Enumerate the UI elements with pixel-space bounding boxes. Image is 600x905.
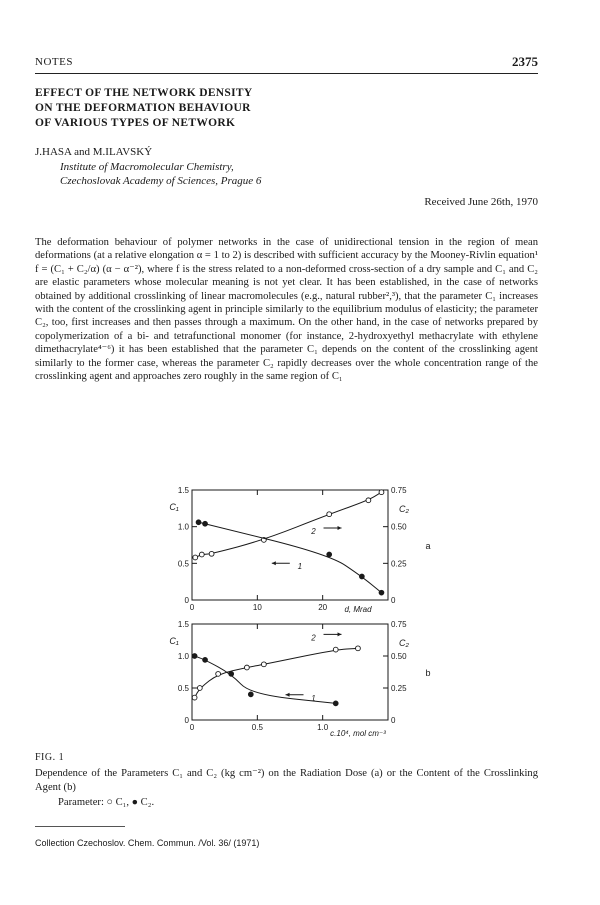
y-tick-label-right: 0.25 bbox=[391, 559, 407, 569]
data-point-open bbox=[261, 662, 266, 667]
plot-frame bbox=[192, 624, 388, 720]
title-line: ON THE DEFORMATION BEHAVIOUR bbox=[35, 102, 251, 114]
figure-caption: Dependence of the Parameters C₁ and C₂ (kg cm⁻²) on the Radiation Dose (a) or the Content of the Crosslinking Agent (b) bbox=[35, 768, 538, 793]
series-curve bbox=[199, 522, 382, 592]
affiliation-line: Institute of Macromolecular Chemistry, bbox=[60, 161, 234, 173]
data-point-open bbox=[379, 490, 384, 495]
figure-legend: Parameter: ○ C₁, ● C₂. bbox=[58, 797, 155, 808]
data-point-filled bbox=[192, 654, 197, 659]
y-axis-label-right: C₂ bbox=[399, 504, 409, 514]
data-point-open bbox=[333, 647, 338, 652]
panel-b bbox=[169, 620, 430, 738]
y-tick-label-left: 0 bbox=[184, 596, 189, 605]
data-point-filled bbox=[333, 701, 338, 706]
data-point-filled bbox=[248, 692, 253, 697]
panel-a bbox=[169, 486, 430, 614]
data-point-open bbox=[193, 555, 198, 560]
x-tick-label: 1.0 bbox=[317, 723, 329, 732]
x-tick-label: 10 bbox=[252, 603, 262, 612]
title-line: OF VARIOUS TYPES OF NETWORK bbox=[35, 117, 236, 129]
x-axis-label: c.10⁴, mol cm⁻³ bbox=[330, 729, 386, 738]
title-line: EFFECT OF THE NETWORK DENSITY bbox=[35, 87, 253, 99]
data-point-open bbox=[327, 512, 332, 517]
y-axis-label-right: C₂ bbox=[399, 638, 409, 648]
y-axis-label-left: C₁ bbox=[169, 502, 179, 512]
y-tick-label-right: 0.75 bbox=[391, 486, 407, 495]
data-point-filled bbox=[327, 552, 332, 557]
affiliation bbox=[60, 160, 261, 188]
x-axis-label: d, Mrad bbox=[344, 605, 372, 614]
figure-plot bbox=[150, 478, 480, 750]
header-rule bbox=[35, 73, 538, 74]
data-point-open bbox=[209, 551, 214, 556]
affiliation-line: Czechoslovak Academy of Sciences, Prague 6 bbox=[60, 175, 262, 187]
y-tick-label-right: 0.25 bbox=[391, 684, 407, 693]
section-header: NOTES bbox=[35, 56, 73, 68]
curve-number-label: 1 bbox=[297, 562, 303, 572]
data-point-open bbox=[197, 686, 202, 691]
data-point-open bbox=[192, 695, 197, 700]
axis-arrowhead bbox=[286, 693, 290, 697]
footer-rule bbox=[35, 826, 125, 827]
article-title bbox=[35, 86, 335, 131]
axis-arrowhead bbox=[272, 561, 276, 565]
y-tick-label-left: 0.5 bbox=[177, 684, 189, 693]
x-tick-label: 0.5 bbox=[251, 723, 263, 732]
data-point-open bbox=[244, 665, 249, 670]
y-tick-label-right: 0.75 bbox=[391, 620, 407, 629]
axis-arrowhead bbox=[338, 526, 342, 530]
x-tick-label: 20 bbox=[318, 603, 328, 612]
y-tick-label-right: 0.50 bbox=[391, 522, 407, 532]
data-point-open bbox=[199, 552, 204, 557]
data-point-open bbox=[216, 672, 221, 677]
data-point-filled bbox=[203, 521, 208, 526]
axis-arrowhead bbox=[338, 632, 342, 636]
y-tick-label-left: 1.0 bbox=[177, 522, 189, 532]
x-tick-label: 0 bbox=[189, 603, 195, 612]
data-point-filled bbox=[379, 590, 384, 595]
y-tick-label-left: 0.5 bbox=[177, 559, 189, 569]
authors: J.HASA and M.ILAVSKÝ bbox=[35, 146, 153, 158]
y-tick-label-left: 1.5 bbox=[177, 620, 189, 629]
y-tick-label-right: 0 bbox=[391, 716, 396, 725]
figure-label: FIG. 1 bbox=[35, 752, 65, 763]
body-paragraph: The deformation behaviour of polymer networks in the case of unidirectional tension in the region of mean deformations (at a relative elongation α = 1 to 2) is described with sufficient accuracy by the Mooney-Rivlin equation¹ f = (C₁ + C₂/α) (α − α⁻²), where f is the stress related to a non-deformed cross-section of a dry sample and C₁ and C₂ are elastic parameters whose molecular meaning is not yet clear. It has been established, in the case of networks obtained by additional crosslinking of linear macromolecules (e.g., natural rubber²,³), that the parameter C₁ increases with the content of the crosslinking agent in principle similarly to the equilibrium modulus of elasticity; the parameter C₂, too, first increases and then passes through a maximum. On the other hand, in the case of networks prepared by copolymerization of a bi- and tetrafunctional monomer (for instance, 2-hydroxyethyl methacrylate with ethylene dimethacrylate⁴⁻⁶) it has been established that the parameter C₁ depends on the content of the crosslinking agent similarly to the former case, whereas the parameter C₂ rapidly decreases over the whole concentration range of the crosslinking agent and approaches zero roughly in the same region of C₁ bbox=[35, 237, 538, 383]
y-tick-label-left: 0 bbox=[184, 716, 189, 725]
series-curve bbox=[195, 492, 381, 557]
panel-label: b bbox=[425, 668, 431, 678]
data-point-filled bbox=[359, 574, 364, 579]
data-point-filled bbox=[196, 520, 201, 525]
data-point-open bbox=[356, 646, 361, 651]
y-tick-label-right: 0.50 bbox=[391, 652, 407, 661]
y-tick-label-right: 0 bbox=[391, 596, 396, 605]
curve-number-label: 2 bbox=[311, 633, 316, 643]
received-date: Received June 26th, 1970 bbox=[424, 196, 538, 208]
data-point-filled bbox=[203, 657, 208, 662]
journal-footer: Collection Czechoslov. Chem. Commun. /Vol. 36/ (1971) bbox=[35, 838, 260, 848]
page-number: 2375 bbox=[512, 54, 538, 69]
y-tick-label-left: 1.0 bbox=[177, 652, 189, 661]
x-tick-label: 0 bbox=[189, 723, 195, 732]
curve-number-label: 2 bbox=[311, 527, 316, 536]
panel-label: a bbox=[425, 541, 431, 551]
y-axis-label-left: C₁ bbox=[169, 636, 179, 646]
curve-number-label: 1 bbox=[311, 693, 316, 703]
data-point-open bbox=[366, 498, 371, 503]
y-tick-label-left: 1.5 bbox=[177, 486, 189, 495]
data-point-filled bbox=[229, 672, 234, 677]
